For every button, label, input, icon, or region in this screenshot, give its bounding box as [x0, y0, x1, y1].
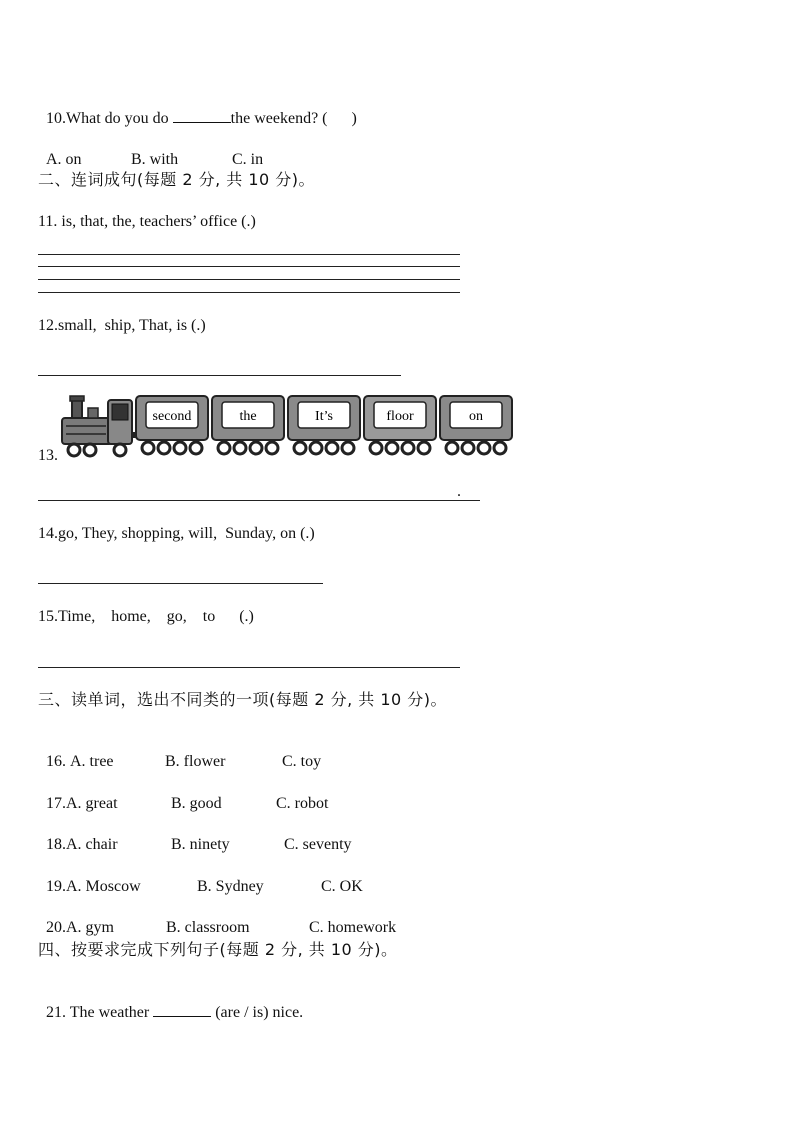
car-word: floor: [386, 409, 414, 424]
locomotive-icon: [62, 396, 136, 456]
question-text-after: the weekend? ( ): [230, 110, 357, 127]
answer-blank[interactable]: [153, 1002, 211, 1017]
option-a: A. great: [66, 795, 118, 812]
answer-blank[interactable]: [173, 108, 231, 123]
train-car: [440, 396, 512, 454]
answer-line: [38, 279, 460, 280]
option-b: B. classroom: [166, 919, 250, 936]
train-illustration: [60, 392, 522, 460]
question-18: [38, 815, 352, 855]
question-number: 10.: [46, 110, 66, 127]
option-c: C. robot: [276, 795, 329, 812]
question-13-number: 13.: [38, 447, 58, 464]
train-car: [212, 396, 284, 454]
option-b: B. with: [131, 151, 179, 168]
question-12: 12.small, ship, That, is (.): [38, 317, 206, 334]
question-text-before: What do you do: [66, 110, 173, 127]
option-b: B. ninety: [171, 836, 230, 853]
question-15: 15.Time, home, go, to (.): [38, 608, 254, 625]
question-20: [38, 898, 396, 938]
car-word: the: [239, 409, 257, 424]
option-c: C. in: [232, 151, 264, 168]
answer-line: [38, 292, 460, 293]
option-a: A. gym: [66, 919, 114, 936]
section-3-heading: 三、读单词，选出不同类的一项(每题 2 分, 共 10 分)。: [38, 690, 448, 709]
question-19: [38, 857, 363, 897]
question-number: 16.: [46, 753, 70, 770]
question-10: [38, 88, 357, 129]
question-21: [38, 982, 303, 1023]
question-10-options: [38, 130, 263, 170]
option-c: C. seventy: [284, 836, 352, 853]
question-11: 11. is, that, the, teachers’ office (.): [38, 213, 256, 230]
answer-line: [38, 254, 460, 255]
car-word: on: [469, 409, 483, 424]
option-a: A. tree: [70, 753, 114, 770]
section-4-heading: 四、按要求完成下列句子(每题 2 分, 共 10 分)。: [38, 940, 398, 959]
question-number: 18.: [46, 836, 66, 853]
sentence-period: .: [457, 483, 461, 500]
question-number: 20.: [46, 919, 66, 936]
option-a: A. chair: [66, 836, 118, 853]
question-17: [38, 774, 328, 814]
train-car: [288, 396, 360, 454]
train-car: [364, 396, 436, 454]
option-c: C. homework: [309, 919, 397, 936]
option-a: A. on: [46, 151, 82, 168]
answer-line: [38, 375, 401, 376]
option-b: B. good: [171, 795, 222, 812]
question-text-before: 21. The weather: [46, 1004, 154, 1021]
answer-line: [38, 500, 480, 501]
car-word: second: [152, 409, 192, 424]
answer-line: [38, 583, 323, 584]
question-16: [38, 732, 321, 772]
answer-line: [38, 667, 460, 668]
question-number: 19.: [46, 878, 66, 895]
option-c: C. toy: [282, 753, 322, 770]
option-b: B. flower: [165, 753, 226, 770]
answer-line: [38, 266, 460, 267]
option-a: A. Moscow: [66, 878, 141, 895]
section-2-heading: 二、连词成句(每题 2 分, 共 10 分)。: [38, 170, 316, 189]
question-14: 14.go, They, shopping, will, Sunday, on (.): [38, 525, 315, 542]
question-text-after: (are / is) nice.: [211, 1004, 304, 1021]
train-car: [136, 396, 208, 454]
question-number: 17.: [46, 795, 66, 812]
option-c: C. OK: [321, 878, 363, 895]
car-word: It’s: [315, 409, 333, 424]
option-b: B. Sydney: [197, 878, 264, 895]
